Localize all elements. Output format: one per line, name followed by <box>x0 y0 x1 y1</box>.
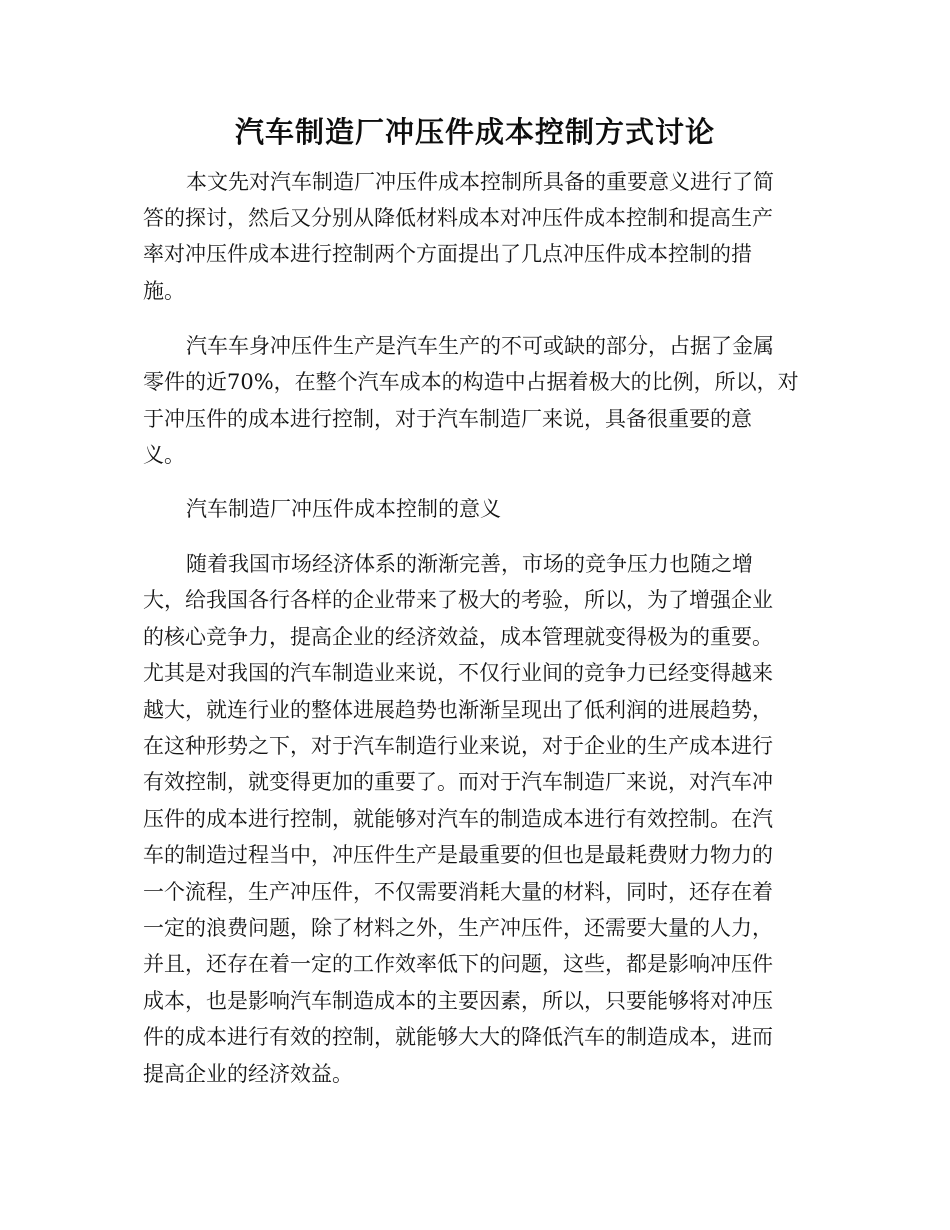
paragraph-4-line-2: 大，给我国各行各样的企业带来了极大的考验，所以，为了增强企业 <box>143 588 773 612</box>
paragraph-4-line-15: 提高企业的经济效益。 <box>143 1062 353 1086</box>
paragraph-4-line-10: 一个流程，生产冲压件，不仅需要消耗大量的材料，同时，还存在着 <box>143 880 773 904</box>
paragraph-4-line-13: 成本，也是影响汽车制造成本的主要因素，所以，只要能够将对冲压 <box>143 989 773 1013</box>
paragraph-4-line-3: 的核心竞争力，提高企业的经济效益，成本管理就变得极为的重要。 <box>143 625 773 649</box>
paragraph-4-line-6: 在这种形势之下，对于汽车制造行业来说，对于企业的生产成本进行 <box>143 734 773 758</box>
paragraph-4-line-12: 并且，还存在着一定的工作效率低下的问题，这些，都是影响冲压件 <box>143 952 773 976</box>
paragraph-4-line-1: 随着我国市场经济体系的渐渐完善，市场的竞争压力也随之增 <box>186 552 753 576</box>
paragraph-1-line-4: 施。 <box>143 279 185 303</box>
paragraph-2-line-3: 于冲压件的成本进行控制，对于汽车制造厂来说，具备很重要的意 <box>143 407 752 431</box>
paragraph-4-line-7: 有效控制，就变得更加的重要了。而对于汽车制造厂来说，对汽车冲 <box>143 770 773 794</box>
paragraph-2-line-2: 零件的近70%，在整个汽车成本的构造中占据着极大的比例，所以，对 <box>143 370 799 394</box>
paragraph-1-line-1: 本文先对汽车制造厂冲压件成本控制所具备的重要意义进行了简 <box>186 170 774 194</box>
paragraph-4-line-14: 件的成本进行有效的控制，就能够大大的降低汽车的制造成本，进而 <box>143 1025 773 1049</box>
paragraph-4-line-9: 车的制造过程当中，冲压件生产是最重要的但也是最耗费财力物力的 <box>143 843 773 867</box>
paragraph-4-line-4: 尤其是对我国的汽车制造业来说，不仅行业间的竞争力已经变得越来 <box>143 661 773 685</box>
document-title: 汽车制造厂冲压件成本控制方式讨论 <box>234 115 715 149</box>
paragraph-4-line-8: 压件的成本进行控制，就能够对汽车的制造成本进行有效控制。在汽 <box>143 807 773 831</box>
paragraph-2-line-1: 汽车车身冲压件生产是汽车生产的不可或缺的部分，占据了金属 <box>186 334 774 358</box>
section-heading: 汽车制造厂冲压件成本控制的意义 <box>186 497 501 521</box>
paragraph-4-line-5: 越大，就连行业的整体进展趋势也渐渐呈现出了低利润的进展趋势， <box>143 698 773 722</box>
paragraph-1-line-3: 率对冲压件成本进行控制两个方面提出了几点冲压件成本控制的措 <box>143 242 752 266</box>
paragraph-4-line-11: 一定的浪费问题，除了材料之外，生产冲压件，还需要大量的人力， <box>143 916 773 940</box>
paragraph-2-line-4: 义。 <box>143 443 185 467</box>
paragraph-1-line-2: 答的探讨，然后又分别从降低材料成本对冲压件成本控制和提高生产 <box>143 206 773 230</box>
